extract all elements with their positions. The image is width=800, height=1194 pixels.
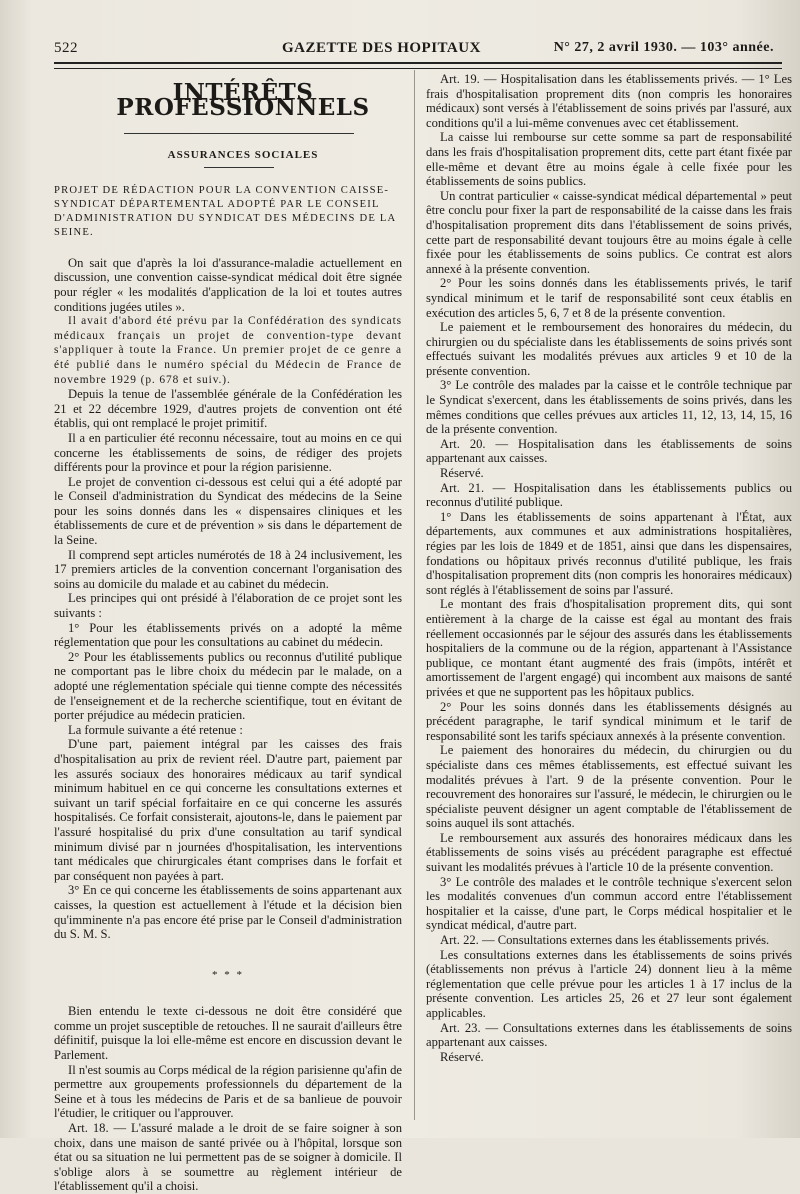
paragraph: Réservé. <box>440 466 484 481</box>
page-number: 522 <box>54 40 78 56</box>
section-title: INTÉRÊTS PROFESSIONNELS <box>116 79 370 121</box>
header-rule <box>54 62 782 69</box>
paragraph: Les principes qui ont présidé à l'élaboration de ce projet sont les suivants : <box>54 591 402 621</box>
article-paragraph: Art. 21. — Hospitalisation dans les établissements publics ou reconnus d'utilité publique. <box>426 480 792 510</box>
section-subtitle: ASSURANCES SOCIALES <box>167 149 319 162</box>
issue-info: N° 27, 2 avril 1930. — 103° année. <box>553 40 774 55</box>
right-column <box>426 72 792 1064</box>
section-intro: PROJET DE RÉDACTION POUR LA CONVENTION CAISSE-SYNDICAT DÉPARTEMENTAL ADOPTÉ PAR LE CONSEIL D'ADMINISTRATION DU SYNDICAT DES MÉDECINS DE LA SEINE. <box>54 184 396 238</box>
paragraph: D'une part, paiement intégral par les caisses des frais d'hospitalisation au prix de revient réel. D'autre part, paiement par les assurés sociaux des honoraires médicaux au tarif syndical minimum habituel en ce qui concerne les consultations externes et suivant un tarif spécial forfaitaire en ce qui concerne les assurés hospitalisés. Ce forfait consisterait, ajoutons-le, dans le paiement par l'assuré hospitalisé du prix d'une consultation au tarif syndical minimum divisé par n journées d'hospitalisation, les interventions tant médicales que chirurgicales étant comprises dans le forfait et par conséquent non payées à part. <box>54 737 402 883</box>
journal-title: GAZETTE DES HOPITAUX <box>282 40 481 56</box>
paragraph: Il comprend sept articles numérotés de 18 à 24 inclusivement, les 17 premiers articles de la convention concernant l'organisation des soins au domicile du malade et au cabinet du médecin. <box>54 547 402 591</box>
left-column <box>54 72 402 1194</box>
paragraph: Un contrat particulier « caisse-syndicat médical départemental » peut être conclu pour fixer la part de responsabilité de la caisse dans les frais d'hospitalisation proprement dits dans l'établissement de soins privés, cette part de responsabilité devant toujours être au moins égale à celle fixée pour les établissements de soins publics. Ce contrat est alors annexé à la présente convention. <box>426 188 792 276</box>
paragraph: 3° Le contrôle des malades et le contrôle technique s'exercent selon les modalités convenues d'un commun accord entre l'établissement hospitalier et la caisse, d'une part, le Corps médical hospitalier et le syndicat médical, d'autre part. <box>426 874 792 933</box>
paragraph: La caisse lui rembourse sur cette somme sa part de responsabilité dans les frais d'hospitalisation proprement dits, cette part étant fixée par elle-même et devant être au moins égale à celle fixée pour les établissements de soins publics. <box>426 130 792 189</box>
paragraph: Il n'est soumis au Corps médical de la région parisienne qu'afin de permettre aux groupements professionnels du département de la Seine et à tous les médecins de Paris et de sa banlieue de pouvoir l'étudier, le critiquer ou l'approuver. <box>54 1062 402 1121</box>
column-divider <box>414 70 415 1120</box>
paragraph: Les consultations externes dans les établissements de soins privés (établissements non prévus à l'article 24) donnent lieu à la même réglementation que celle prévue pour les articles 1 à 17 inclus de la présente convention. Les articles 25, 26 et 27 leur sont également applicables. <box>426 947 792 1020</box>
paragraph: 3° Le contrôle des malades par la caisse et le contrôle technique par le Syndicat s'exercent, dans les établissements de soins privés, dans les mêmes conditions que celles prévues aux articles 11, 12, 13, 14, 15, 16 de la présente convention. <box>426 378 792 437</box>
paragraph: 1° Dans les établissements de soins appartenant à l'État, aux départements, aux communes et aux administrations hospitalières, régies par les lois de 1849 et de 1851, ainsi que dans les dispensaires, fondations ou hôpitaux privés reconnus d'utilité publique, les frais d'hospitalisation proprement dits (non compris les honoraires médicaux) sont réglés à l'établissement de soins par l'assuré. <box>426 509 792 597</box>
paragraph: Bien entendu le texte ci-dessous ne doit être considéré que comme un projet susceptible de retouches. Il ne saurait d'ailleurs être définitif, puisque la loi elle-même est encore en discussion devant le Parlement. <box>54 1004 402 1063</box>
paragraph: 2° Pour les établissements publics ou reconnus d'utilité publique ne comportant pas le libre choix du médecin par le malade, on a adopté une réglementation spéciale qui tienne compte des nécessités de l'enseignement et de la recherche scientifique, tout en évitant de porter préjudice au médecin praticien. <box>54 649 402 723</box>
title-rule <box>124 133 354 134</box>
article-paragraph: Art. 20. — Hospitalisation dans les établissements de soins appartenant aux caisses. <box>426 436 792 466</box>
paragraph: 3° En ce qui concerne les établissements de soins appartenant aux caisses, la question est actuellement à l'étude et la décision bien qu'imminente n'a pas encore été prise par le Conseil d'administration du S. M. S. <box>54 883 402 942</box>
paragraph: Le projet de convention ci-dessous est celui qui a été adopté par le Conseil d'administration du Syndicat des médecins de la Seine pour les soins donnés dans les « dispensaires cliniques et les établissements de cure et de prévention » sis dans le département de la Seine. <box>54 474 402 548</box>
paragraph: Réservé. <box>440 1049 484 1064</box>
paragraph: Il a en particulier été reconnu nécessaire, tout au moins en ce qui concerne les établissements de soins, de rédiger des projets différents pour la province et pour la région parisienne. <box>54 430 402 475</box>
paragraph: On sait que d'après la loi d'assurance-maladie actuellement en discussion, une convention caisse-syndicat médical doit être signée pour régler « les modalités d'application de la loi et toutes autres conditions jugées utiles ». <box>54 255 402 314</box>
article-paragraph: Art. 23. — Consultations externes dans les établissements de soins appartenant aux caisses. <box>426 1020 792 1050</box>
article-paragraph: Art. 19. — Hospitalisation dans les établissements privés. — 1° Les frais d'hospitalisation proprement dits (non compris les honoraires médicaux) sont versés à l'établissement de soins privés par l'assuré, aux conditions qu'il a lui-même convenues avec cet établissement. <box>426 72 792 130</box>
paragraph: Le montant des frais d'hospitalisation proprement dits, qui sont entièrement à la charge de la caisse est égal au montant des frais réellement occasionnés par le séjour des assurés dans les établissements hospitaliers de la commune ou de la région, appartenant à l'Assistance publique, ce montant étant augmenté des frais (impôts, intérêt et amortissement de l'argent engagé) qui incombent aux maisons de santé privées et que ne supportent pas les hôpitaux publics. <box>426 597 792 699</box>
paragraph: Le remboursement aux assurés des honoraires médicaux dans les établissements de soins visés au précédent paragraphe est effectué suivant les modalités prévues à l'article 10 de la présente convention. <box>426 830 792 875</box>
paragraph: 1° Pour les établissements privés on a adopté la même réglementation que pour les consultations au cabinet du médecin. <box>54 620 402 650</box>
section-stars: * * * <box>212 968 244 981</box>
paragraph: 2° Pour les soins donnés dans les établissements désignés au précédent paragraphe, le tarif syndical minimum et le tarif de responsabilité sont les tarifs spéciaux annexés à la présente convention. <box>426 699 792 743</box>
paragraph: Depuis la tenue de l'assemblée générale de la Confédération les 21 et 22 décembre 1929, d'autres projets de convention ont été établis, qui ont remplacé le projet primitif. <box>54 387 402 431</box>
article-paragraph: Art. 18. — L'assuré malade a le droit de se faire soigner à son choix, dans une maison de santé privée ou à l'hôpital, lorsque son état ou sa situation ne lui permettent pas de se soigner à domicile. Il s'oblige alors à se soumettre au règlement intérieur de l'établissement qu'il a choisi. <box>54 1121 402 1194</box>
subtitle-rule <box>204 167 274 168</box>
article-paragraph: Art. 22. — Consultations externes dans les établissements privés. <box>440 933 770 948</box>
paragraph: Le paiement et le remboursement des honoraires du médecin, du chirurgien ou du spécialiste dans les établissements de soins privés sont effectués suivant les modalités prévues aux articles 9 et 10 de la présente convention. <box>426 320 792 378</box>
page-header <box>54 36 794 58</box>
paragraph: Il avait d'abord été prévu par la Confédération des syndicats médicaux français un projet de convention-type devant s'appliquer à toute la France. Un premier projet de ce genre a été publié dans le numéro spécial du Médecin de France de novembre 1929 (p. 678 et suiv.). <box>54 315 402 386</box>
paragraph: 2° Pour les soins donnés dans les établissements privés, le tarif syndical minimum et le tarif de responsabilité sont ceux établis en exécution des articles 5, 6, 7 et 8 de la présente convention. <box>426 276 792 320</box>
paragraph: Le paiement des honoraires du médecin, du chirurgien ou du spécialiste dans ces mêmes établissements, est effectué suivant les modalités prévues à l'art. 9 de la présente convention. Pour le recouvrement des honoraires sur l'assuré, le médecin, le chirurgien ou le spécialiste peuvent désigner un agent comptable de l'établissement de soins auquel ils sont attachés. <box>426 743 792 831</box>
paragraph: La formule suivante a été retenue : <box>68 722 243 737</box>
